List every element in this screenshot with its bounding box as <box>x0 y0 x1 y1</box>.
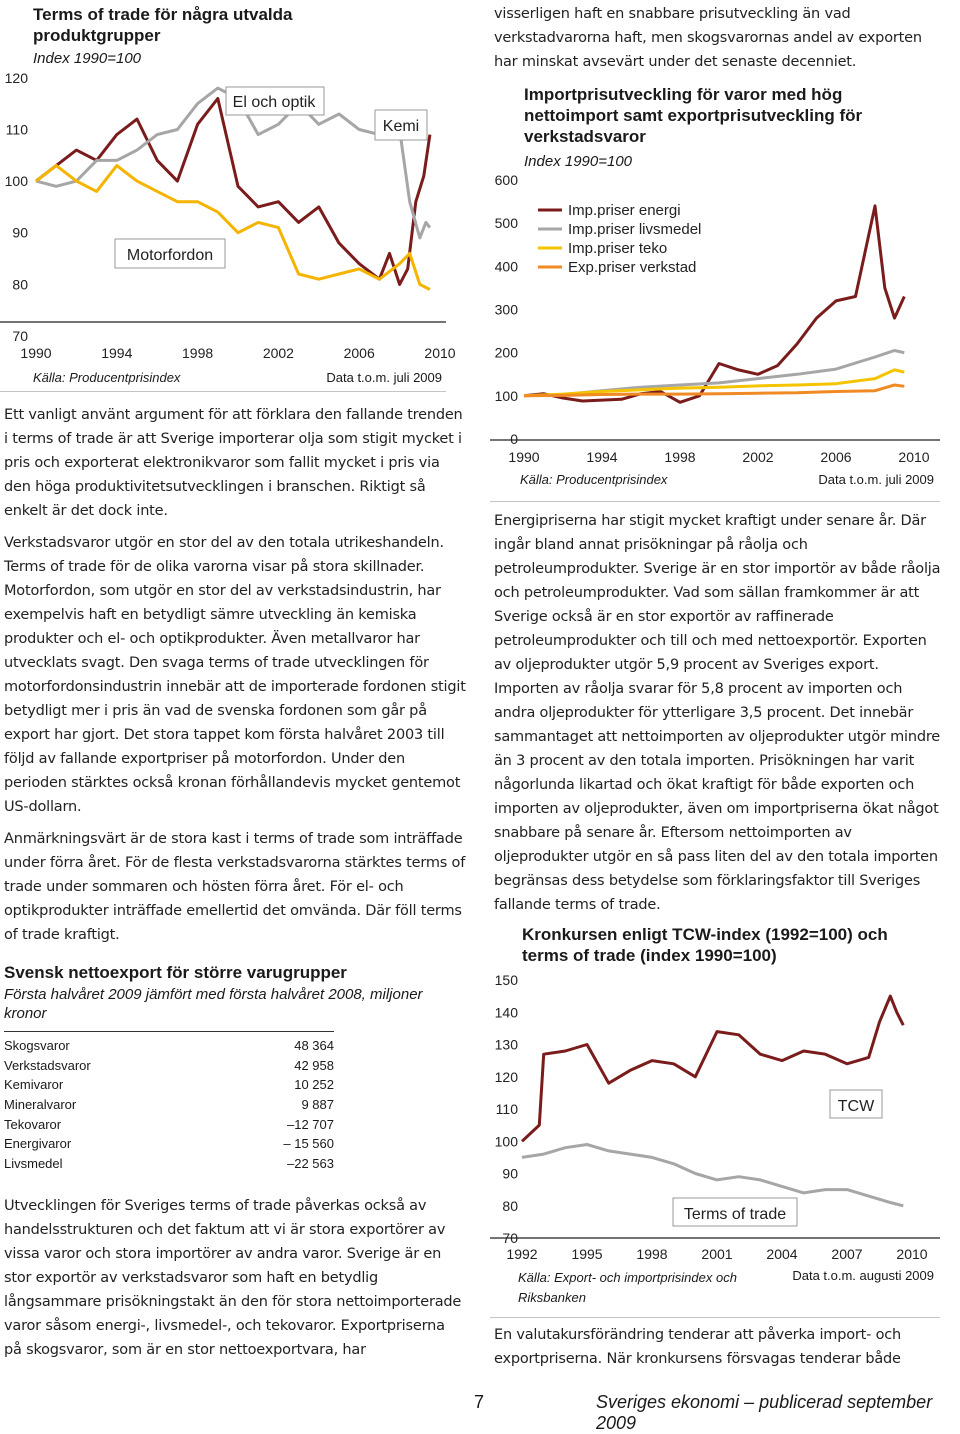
chart3-date: Data t.o.m. augusti 2009 <box>792 1268 934 1283</box>
table-row-label: Tekovaror <box>4 1116 62 1132</box>
c1-ytick-2: 90 <box>12 224 28 241</box>
chart2-subtitle: Index 1990=100 <box>524 153 633 170</box>
left-paragraph-1: Ett vanligt använt argument för att förklara den fallande trenden i terms of trade är att Sverige importerar olja som stigit mycket i pris och exporterat elektronikvaror som fallit mycket i pris via den höga produktivitetsutvecklingen i branschen. Riktigt så enkelt är det dock inte. <box>4 407 463 519</box>
table-row <box>4 1036 334 1056</box>
chart2-date: Data t.o.m. juli 2009 <box>818 472 934 487</box>
c3-label-0: TCW <box>837 1098 875 1115</box>
c3-label-1: Terms of trade <box>683 1206 787 1223</box>
c3-xtick-6: 2010 <box>896 1246 928 1262</box>
c1-xtick-4: 2006 <box>343 345 375 361</box>
c2-ytick-2: 200 <box>494 344 518 361</box>
table-row-value: –22 563 <box>287 1155 334 1171</box>
right-paragraph-1: Energipriserna har stigit mycket kraftigt under senare år. Där ingår bland annat prisökningar på råolja och petroleumprodukter. Sverige är en stor importör av både råolja och petroleumprodukter. Vad som sällan framkommer är att Sverige också är en stor exportör av raffinerade petroleumprodukter och till och med nettoexportör. Exporten av oljeprodukter utgör 5,9 procent av Sveriges export. Importen av råolja svarar för 5,8 procent av importen och andra oljeprodukter för ytterligare 3,5 procent. Det innebär sammantaget att nettoimporten av oljeprodukter utgör mindre än 3 procent av den totala importen. Prisökningen har varit någorlunda likartad och ökat kraftigt för både exporten och importen av oljeprodukter, även om importpriserna ökat något snabbare på senare år. Eftersom nettoimporten av oljeprodukter utgör en så pass liten del av den totala importen begränsas dess betydelse som förklaringsfaktor till Sveriges fallande terms of trade. <box>494 513 941 913</box>
c3-xtick-0: 1992 <box>506 1246 538 1262</box>
table-row <box>4 1056 334 1076</box>
chart3-title: Kronkursen enligt TCW-index (1992=100) och terms of trade (index 1990=100) <box>522 925 888 965</box>
table-row <box>4 1095 334 1115</box>
c2-ytick-3: 300 <box>494 301 518 318</box>
c3-xtick-5: 2007 <box>831 1246 863 1262</box>
chart3-figure <box>490 922 950 1318</box>
c2-ytick-6: 600 <box>494 172 518 188</box>
c3-ytick-2: 90 <box>502 1165 518 1182</box>
chart2-source: Källa: Producentprisindex <box>520 472 668 487</box>
left-text-block-1 <box>4 403 466 955</box>
table-row-value: 10 252 <box>294 1077 334 1093</box>
c2-ytick-0: 0 <box>510 431 518 447</box>
table-row-label: Skogsvaror <box>4 1038 70 1054</box>
left-paragraph-4: Utvecklingen för Sveriges terms of trade påverkas också av handelsstrukturen och det faktum att vi är stora exportörer av vissa varor och stora importörer av andra varor. Sverige är en stor exportör av verkstadsvaror som haft en betydlig långsammare prisökningstakt än den för stora nettoimporterade varor såsom energi-, livsmedel-, och tekovaror. Exportpriserna på skogsvaror, som är en stor nettoexportvara, har <box>4 1198 462 1358</box>
table-subtitle: Första halvåret 2009 jämfört med första halvåret 2008, miljoner kronor <box>4 986 423 1022</box>
c2-legend-label-0: Imp.priser energi <box>568 202 681 219</box>
chart1-source: Källa: Producentprisindex <box>33 370 181 385</box>
c2-ytick-5: 500 <box>494 215 518 232</box>
chart3-source: Källa: Export- och importprisindex och Riksbanken <box>518 1270 737 1305</box>
chart1-date: Data t.o.m. juli 2009 <box>326 370 442 385</box>
table-body <box>4 1031 334 1173</box>
c2-ytick-4: 400 <box>494 258 518 275</box>
table-row-value: – 15 560 <box>283 1136 334 1152</box>
c1-ytick-1: 80 <box>12 276 28 293</box>
c2-xtick-1: 1994 <box>586 449 618 465</box>
table-row-label: Verkstadsvaror <box>4 1057 91 1073</box>
c1-xtick-5: 2010 <box>424 345 456 361</box>
table-row-label: Mineralvaror <box>4 1097 77 1113</box>
c2-ytick-1: 100 <box>494 387 518 404</box>
c1-label-0: El och optik <box>232 94 316 111</box>
c2-xtick-4: 2006 <box>820 449 852 465</box>
left-paragraph-3: Anmärkningsvärt är de stora kast i terms of trade som inträffade under förra året. För de flesta verkstadsvarorna stärktes terms of trade under sommaren och hösten förra året. För el- och optikprodukter inträffade emellertid det omvända. Där föll terms of trade kraftigt. <box>4 831 466 943</box>
c3-xtick-1: 1995 <box>571 1246 603 1262</box>
c1-xtick-0: 1990 <box>20 345 52 361</box>
table-row-label: Energivaror <box>4 1136 72 1152</box>
c3-ytick-4: 110 <box>495 1101 518 1117</box>
c2-legend-label-1: Imp.priser livsmedel <box>568 221 702 238</box>
table-row-label: Kemivaror <box>4 1077 64 1093</box>
chart1-figure <box>0 0 470 392</box>
table-row <box>4 1114 334 1134</box>
c3-series-terms-of-trade <box>522 1145 903 1206</box>
table-row-value: 9 887 <box>301 1097 334 1113</box>
c2-legend-label-3: Exp.priser verkstad <box>568 259 697 276</box>
table-row <box>4 1075 334 1095</box>
left-text-block-2 <box>4 1194 466 1370</box>
c2-xtick-0: 1990 <box>508 449 540 465</box>
left-paragraph-2: Verkstadsvaror utgör en stor del av den totala utrikeshandeln. Terms of trade för de olika varorna visar på stora skillnader. Motorfordon, som utgör en stor del av verkstadsindustrin, har exempelvis haft en betydligt sämre utveckling än kemiska produkter och el- och optikprodukter. Även metallvaror har utvecklats svagt. Den svaga terms of trade utvecklingen för motorfordonsindustrin innebär att de importerade fordonen stigit betydligt mer i pris än vad de svenska fordonen som går på export har gjort. Det stora tappet kom första halvåret 2003 till följd av fallande exportpriser på motorfordon. Under den perioden stärktes också kronan förhållandevis mycket gentemot US-dollarn. <box>4 535 466 815</box>
c1-ytick-3: 100 <box>4 173 28 190</box>
c1-xtick-3: 2002 <box>262 345 294 361</box>
c3-ytick-7: 140 <box>494 1004 518 1021</box>
c3-xtick-3: 2001 <box>701 1246 733 1262</box>
c2-xtick-2: 1998 <box>664 449 696 465</box>
table-row-value: –12 707 <box>287 1116 334 1132</box>
chart2-title: Importprisutveckling för varor med hög nettoimport samt exportprisutveckling för verkstadsvaror <box>524 85 863 146</box>
c1-ytick-5: 120 <box>4 69 28 86</box>
chart2-plot <box>490 82 950 502</box>
chart1-plot <box>0 0 470 392</box>
table-row-value: 48 364 <box>294 1038 334 1054</box>
chart1-subtitle: Index 1990=100 <box>33 50 142 67</box>
publication-line: Sveriges ekonomi – publicerad september 2009 <box>596 1392 933 1433</box>
table-row-label: Livsmedel <box>4 1155 63 1171</box>
chart2-figure <box>490 82 950 502</box>
c3-xtick-4: 2004 <box>766 1246 798 1262</box>
c1-xtick-1: 1994 <box>101 345 133 361</box>
right-paragraph-2: En valutakursförändring tenderar att påverka import- och exportpriserna. När kronkursens försvagas tenderar både <box>494 1327 902 1367</box>
c1-ytick-0: 70 <box>12 328 28 344</box>
c3-ytick-3: 100 <box>494 1133 518 1150</box>
c3-ytick-1: 80 <box>502 1197 518 1214</box>
table-row-value: 42 958 <box>294 1057 334 1073</box>
table-title: Svensk nettoexport för större varugrupper <box>4 963 347 982</box>
c3-ytick-6: 130 <box>494 1036 518 1053</box>
chart1-title: Terms of trade för några utvalda produktgrupper <box>33 5 293 45</box>
c3-ytick-8: 150 <box>494 972 518 988</box>
c3-series-tcw <box>522 996 903 1141</box>
page-footer <box>0 1392 960 1433</box>
c3-ytick-5: 120 <box>494 1068 518 1085</box>
chart3-plot <box>490 922 950 1318</box>
c3-xtick-2: 1998 <box>636 1246 668 1262</box>
table-row <box>4 1134 334 1154</box>
right-paragraph-0: visserligen haft en snabbare prisutveckling än vad verkstadvarorna haft, men skogsvarornas andel av exporten har minskat avsevärt under det senaste decenniet. <box>494 6 922 70</box>
c1-xtick-2: 1998 <box>182 345 214 361</box>
c2-xtick-5: 2010 <box>898 449 930 465</box>
c2-legend-label-2: Imp.priser teko <box>568 240 668 257</box>
c3-ytick-0: 70 <box>502 1230 518 1246</box>
table-row <box>4 1154 334 1174</box>
c1-label-1: Kemi <box>382 118 420 135</box>
c2-xtick-3: 2002 <box>742 449 774 465</box>
net-export-table <box>4 962 423 1173</box>
page-number: 7 <box>474 1392 485 1412</box>
c1-label-2: Motorfordon <box>126 247 214 264</box>
c1-ytick-4: 110 <box>5 121 28 138</box>
